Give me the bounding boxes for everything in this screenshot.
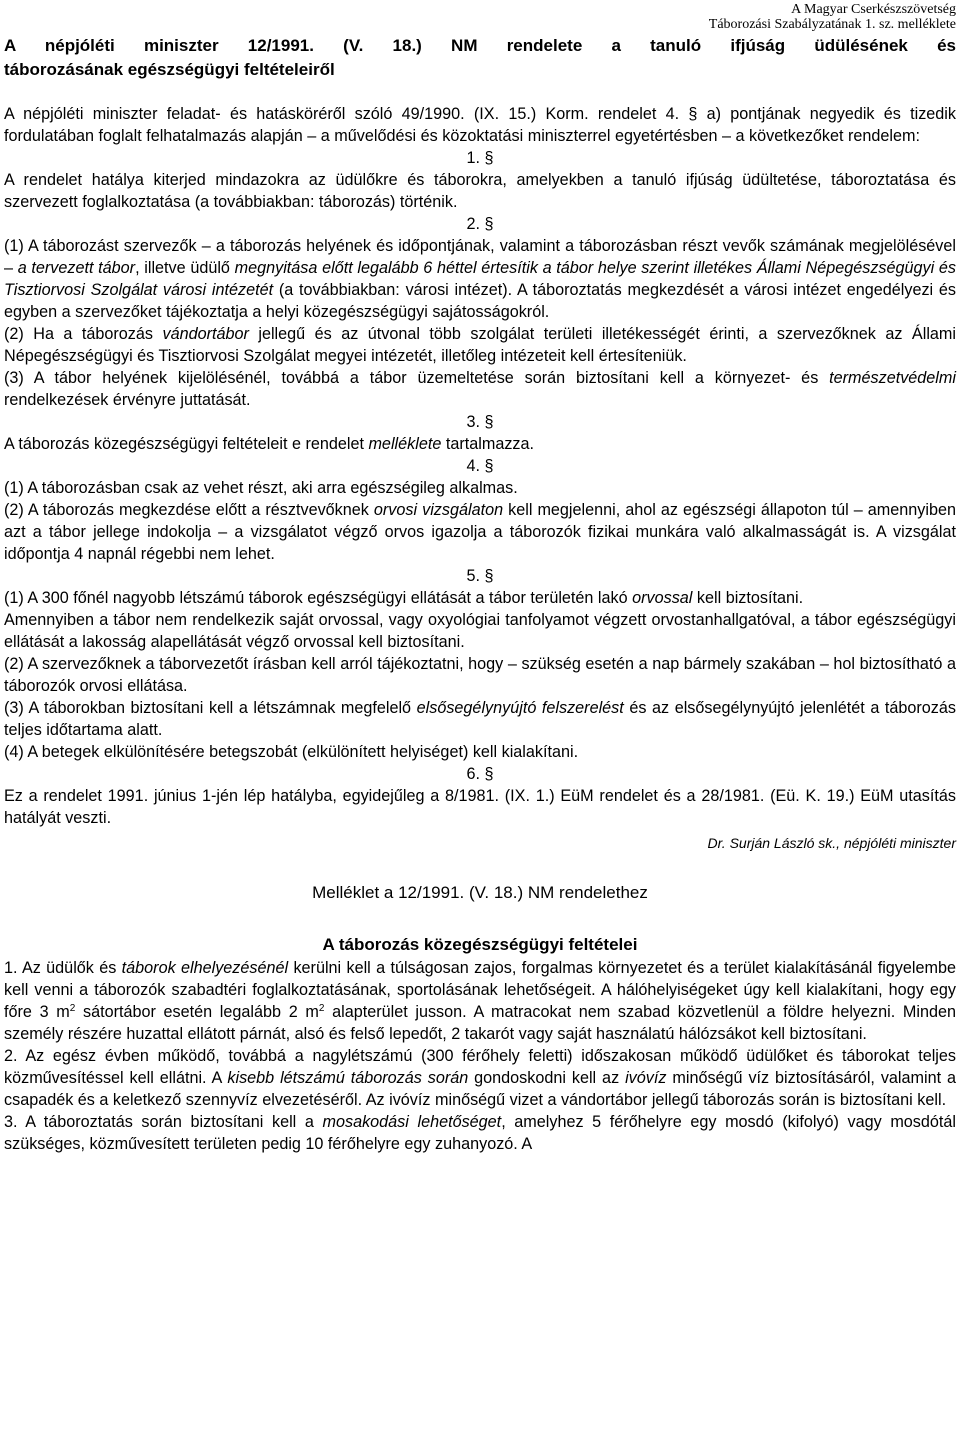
section-4-paragraph-1: (1) A táborozásban csak az vehet részt, aki arra egészségileg alkalmas. [4, 479, 518, 497]
a2-c: gondoskodni kell az [468, 1069, 626, 1087]
s2p3-c: rendelkezések érvényre juttatását. [4, 391, 251, 409]
a1-c: kerülni kell a túlságosan zajos, forgalmas környezetet és a terület kialakításánál figyelembe kell venni a táborozók szabadtéri foglalkoztatásának, sportolásának lehetőségeit. A hálóhelyiségeket úgy kell kialakítani, hogy egy főre 3 m [4, 959, 956, 1021]
title-line-2: táborozásának egészségügyi feltételeiről [4, 60, 335, 79]
a1-sup-2: 2 [318, 1003, 325, 1014]
a3-b: mosakodási lehetőséget [322, 1113, 502, 1131]
s3p1-a: A táborozás közegészségügyi feltételeit e rendelet [4, 435, 369, 453]
section-2-number: 2. § [466, 215, 494, 233]
section-1-number: 1. § [466, 149, 494, 167]
a1-sup-1: 2 [69, 1003, 76, 1014]
running-head-line-2: Táborozási Szabályzatának 1. sz. melléklete [708, 17, 956, 32]
section-2-paragraph-3 [4, 367, 956, 411]
section-6-paragraph: Ez a rendelet 1991. június 1-jén lép hatályba, egyidejűleg a 8/1981. (IX. 1.) EüM rendelet és a 28/1981. (Eü. K. 19.) EüM utasítás hatályát veszti. [4, 787, 956, 827]
title-line-1: A népjóléti miniszter 12/1991. (V. 18.) NM rendelete a tanuló ifjúság üdülésének és [4, 36, 956, 55]
a2-a: 2. Az egész évben működő, továbbá a nagylétszámú (300 férőhely feletti) időszakosan működő üdülőket és táborokat teljes közművesítéssel kell ellátni. A [4, 1047, 956, 1087]
s2p3-b: természetvédelmi [829, 369, 956, 387]
section-5-paragraph-4: (4) A betegek elkülönítésére betegszobát (elkülönített helyiséget) kell kialakítani. [4, 743, 579, 761]
preamble: A népjóléti miniszter feladat- és hatásköréről szóló 49/1990. (IX. 15.) Korm. rendelet 4. § a) pontjának negyedik és tizedik fordulatában foglalt felhatalmazás alapján – a művelődési és közoktatási miniszterrel egyetértésben – a következőket rendelem: [4, 105, 956, 145]
signature [4, 833, 956, 853]
annex-item-2 [4, 1045, 956, 1111]
a3-c: , amelyhez 5 férőhelyre egy mosdó (kifolyó) vagy mosdótál szükséges, közművesített területen pedig 10 férőhelyre egy zuhanyozó. A [4, 1113, 957, 1153]
s2p3-a: (3) A tábor helyének kijelölésénél, továbbá a tábor üzemeltetése során biztosítani kell a környezet- és [4, 369, 830, 387]
section-2-paragraph-2 [4, 323, 956, 367]
annex-item-3 [4, 1111, 956, 1155]
section-4-number: 4. § [466, 457, 494, 475]
section-5-paragraph-2: (2) A szervezőknek a táborvezetőt írásban kell arról tájékoztatni, hogy – szükség esetén a nap bármely szakában – hol biztosítható a táborozók orvosi ellátása. [4, 655, 956, 695]
s4p2-c: kell megjelenni, ahol az egészségi állapoton túl – amennyiben azt a tábor jellege indokolja – a vizsgálatot végző orvos igazolja a táborozók fizikai munkára való alkalmasságát is. A vizsgálat időpontja 4 napnál régebbi nem lehet. [4, 501, 956, 563]
a1-e: alapterület jusson. A matracokat nem szabad közvetlenül a földre helyezni. Minden személy részére huzattal ellátott párnát, alsó és felső lepedőt, 2 takarót vagy saját használatú hálózsákot kell biztosítani. [4, 1003, 956, 1043]
a2-b: kisebb létszámú táborozás során [227, 1069, 469, 1087]
s4p2-a: (2) A táborozás megkezdése előtt a résztvevőknek [4, 501, 374, 519]
section-1-paragraph: A rendelet hatálya kiterjed mindazokra az üdülőkre és táborokra, amelyekben a tanuló ifjúság üdültetése, táboroztatása és szervezett foglalkoztatása (a továbbiakban: táborozás) történik. [4, 171, 956, 211]
annex-heading: A táborozás közegészségügyi feltételei [322, 935, 638, 954]
annex-title: Melléklet a 12/1991. (V. 18.) NM rendelethez [312, 883, 648, 902]
a1-d: sátortábor esetén legalább 2 m [75, 1003, 319, 1021]
s3p1-c: tartalmazza. [441, 435, 535, 453]
section-5-number: 5. § [466, 567, 494, 585]
a1-b: táborok elhelyezésénél [121, 959, 289, 977]
signature-name: Dr. Surján László sk. [707, 835, 837, 851]
s3p1-b: melléklete [368, 435, 442, 453]
s2p1-b: a tervezett tábor [17, 259, 136, 277]
section-3-number: 3. § [466, 413, 494, 431]
annex-item-1 [4, 957, 956, 1045]
s2p1-a: (1) A táborozást szervezők – a táborozás helyének és időpontjának, valamint a táborozásban részt vevők számának megjelölésével – [4, 237, 956, 277]
section-5-paragraph-1 [4, 587, 956, 609]
s2p1-e: (a továbbiakban: városi intézet). A táboroztatás megkezdését a városi intézet engedélyezi és egyben a szervezőket tájékoztatja a helyi közegészségügyi sajátosságokról. [4, 281, 956, 321]
s5p3-a: (3) A táborokban biztosítani kell a létszámnak megfelelő [4, 699, 417, 717]
section-4-paragraph-2 [4, 499, 956, 565]
running-head [4, 0, 956, 32]
s5p3-c: és az elsősegélynyújtó jelenlétét a táborozás teljes időtartama alatt. [4, 699, 956, 739]
a3-a: 3. A táboroztatás során biztosítani kell a [4, 1113, 323, 1131]
s5p1-a: (1) A 300 főnél nagyobb létszámú táborok egészségügyi ellátását a tábor területén lakó [4, 589, 633, 607]
section-5-paragraph-3 [4, 697, 956, 741]
s5p1-b: orvossal [632, 589, 693, 607]
s2p2-b: vándortábor [162, 325, 249, 343]
a1-a: 1. Az üdülők és [4, 959, 122, 977]
s4p2-b: orvosi vizsgálaton [373, 501, 504, 519]
a2-d: ivóvíz [625, 1069, 667, 1087]
section-2-paragraph-1 [4, 235, 956, 323]
section-6-number: 6. § [466, 765, 494, 783]
a2-e: minőségű víz biztosításáról, valamint a csapadék és a keletkező szennyvíz elvezetéséről. Az ivóvíz minőségű vizet a vándortábor jellegű táborozás során is biztosítani kell. [4, 1069, 957, 1109]
section-3-paragraph [4, 433, 956, 455]
s2p2-a: (2) Ha a táborozás [4, 325, 163, 343]
running-head-line-1: A Magyar Cserkészszövetség [791, 2, 956, 17]
document-title [4, 34, 956, 82]
signature-role: , népjóléti miniszter [836, 835, 956, 851]
s2p1-c: , illetve üdülő [135, 259, 235, 277]
s5p3-b: elsősegélynyújtó felszerelést [416, 699, 624, 717]
s2p1-d: megnyitása előtt legalább 6 héttel értesítik a tábor helye szerint illetékes Állami Népegészségügyi és Tisztiorvosi Szolgálat városi intézetét [4, 259, 957, 299]
s2p2-c: jellegű és az útvonal több szolgálat területi illetékességét érinti, a szervezőknek az Állami Népegészségügyi és Tisztiorvosi Szolgálat megyei intézetét, illetőleg intézeteit kell értesíteniük. [4, 325, 956, 365]
section-5-paragraph-1-cont: Amennyiben a tábor nem rendelkezik saját orvossal, vagy oxyológiai tanfolyamot végzett orvostanhallgatóval, a tábor egészségügyi ellátását a lakosság alapellátását végző orvossal kell biztosítani. [4, 611, 956, 651]
s5p1-c: kell biztosítani. [692, 589, 804, 607]
